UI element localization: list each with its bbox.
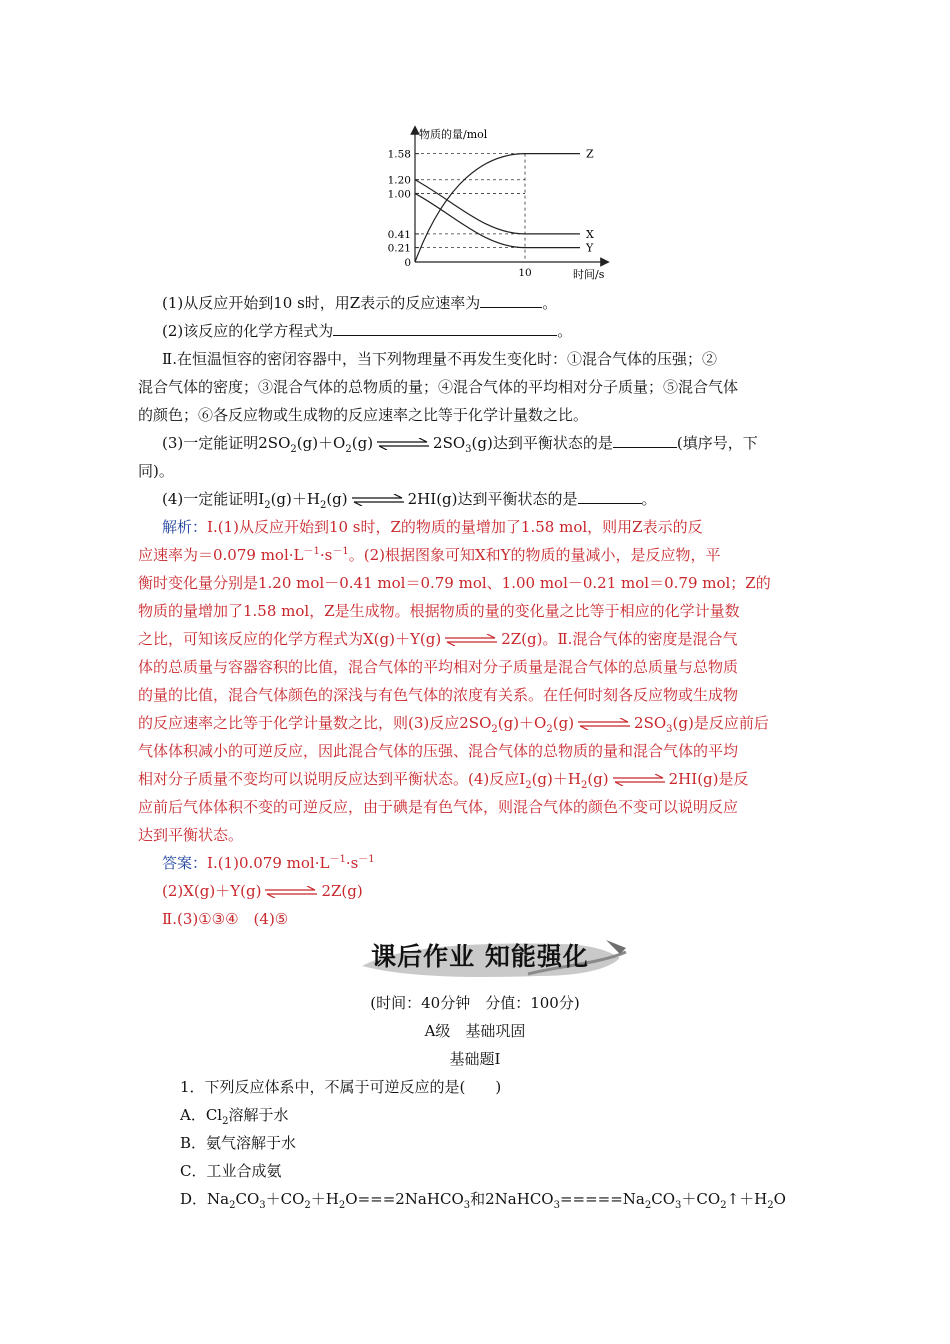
subscript: 2 xyxy=(345,444,352,455)
analysis-line-7: 的量的比值，混合气体颜色的深浅与有色气体的浓度有关系。在任何时刻各反应物或生成物 xyxy=(138,686,739,704)
question-1 xyxy=(162,293,557,313)
subscript: 2 xyxy=(491,724,498,735)
analysis-line-11: 应前后气体体积不变的可逆反应，由于碘是有色气体，则混合气体的颜色不变可以说明反应 xyxy=(138,798,739,816)
option-text: ↑＋H xyxy=(726,1190,768,1208)
analysis-line-10 xyxy=(138,769,749,789)
option-text: CO xyxy=(651,1190,676,1208)
analysis-text: ·s xyxy=(319,546,333,564)
superscript: －1 xyxy=(358,854,375,865)
analysis-label: 解析： xyxy=(162,518,208,536)
y-tick-label: 0 xyxy=(404,257,411,269)
series-label-x: X xyxy=(586,227,594,241)
analysis-line-4: 物质的量增加了1.58 mol，Z是生成物。根据物质的量的变化量之比等于相应的化学计量数 xyxy=(138,602,740,620)
y-axis-label: 物质的量/mol xyxy=(419,128,488,141)
amount-time-chart xyxy=(355,122,615,282)
analysis-text: (g)＋H xyxy=(531,770,581,788)
analysis-line-9: 气体体积减小的可逆反应，因此混合气体的压强、混合气体的总物质的量和混合气体的平均 xyxy=(138,742,739,760)
question-2-end: 。 xyxy=(557,322,573,340)
analysis-text: (g)是反应前后 xyxy=(672,714,769,732)
subscript: 3 xyxy=(259,1200,266,1211)
part2-line-2: 混合气体的密度；③混合气体的总物质的量；④混合气体的平均相对分子质量；⑤混合气体 xyxy=(138,378,739,396)
option-text: CO xyxy=(235,1190,260,1208)
question-4 xyxy=(162,489,657,509)
option-text: A．Cl xyxy=(180,1106,223,1124)
analysis-text: (g) xyxy=(587,770,609,788)
answer-text: (2)X(g)＋Y(g) xyxy=(162,882,262,900)
analysis-text: 2Z(g)。Ⅱ.混合气体的密度是混合气 xyxy=(501,630,738,648)
option-text: D．Na xyxy=(180,1190,230,1208)
answer-blank xyxy=(578,489,642,504)
analysis-line-3: 衡时变化量分别是1.20 mol－0.41 mol＝0.79 mol、1.00 mol－0.21 mol＝0.79 mol；Z的 xyxy=(138,574,771,592)
subscript: 3 xyxy=(666,724,673,735)
y-tick-label: 1.58 xyxy=(387,148,411,161)
subscript: 2 xyxy=(580,780,588,791)
q3-text: (3)一定能证明2SO xyxy=(162,434,291,452)
answer-blank xyxy=(480,293,542,308)
subscript: 2 xyxy=(644,1200,652,1211)
x-tick-label: 10 xyxy=(518,267,532,279)
q4-text: (g)＋H xyxy=(270,490,320,508)
option-text: ＋CO xyxy=(265,1190,305,1208)
equilibrium-arrow-icon xyxy=(611,774,667,786)
series-line-y xyxy=(415,193,580,247)
question-1-text: (1)从反应开始到10 s时，用Z表示的反应速率为 xyxy=(162,294,481,312)
analysis-text: 应速率为＝0.079 mol·L xyxy=(138,546,304,564)
series-line-x xyxy=(415,180,580,234)
equilibrium-arrow-icon xyxy=(263,886,319,898)
analysis-text: 相对分子质量不变均可以说明反应达到平衡状态。(4)反应I xyxy=(138,770,526,788)
equilibrium-arrow-icon xyxy=(443,634,499,646)
analysis-line-12: 达到平衡状态。 xyxy=(138,826,244,844)
option-text: 和2NaHCO xyxy=(470,1190,554,1208)
equilibrium-arrow-icon xyxy=(576,718,632,730)
q3-text: (g)达到平衡状态的是 xyxy=(471,434,613,452)
option-text: =====Na xyxy=(559,1190,645,1208)
option-text: O xyxy=(773,1190,786,1208)
series-label-z: Z xyxy=(586,147,594,161)
option-text: 溶解于水 xyxy=(228,1106,289,1124)
answer-text: ·s xyxy=(345,854,359,872)
q4-text: (g) xyxy=(326,490,348,508)
option-text: ＋CO xyxy=(681,1190,721,1208)
answer-blank xyxy=(333,321,557,336)
option-b: B．氨气溶解于水 xyxy=(180,1134,297,1152)
subscript: 2 xyxy=(264,500,271,511)
subscript: 3 xyxy=(463,1200,471,1211)
y-tick-label: 0.41 xyxy=(387,228,411,241)
analysis-line-1 xyxy=(162,517,703,537)
answer-blank xyxy=(613,433,677,448)
question-3-line-2: 同)。 xyxy=(138,462,174,480)
part2-line-1: Ⅱ.在恒温恒容的密闭容器中，当下列物理量不再发生变化时：①混合气体的压强；② xyxy=(162,350,717,368)
analysis-line-5 xyxy=(138,629,737,649)
y-tick-label: 1.00 xyxy=(387,188,411,201)
answer-label: 答案： xyxy=(162,854,208,872)
group-heading: 基础题Ⅰ xyxy=(449,1050,501,1068)
subscript: 2 xyxy=(304,1200,311,1211)
analysis-text: Ⅰ.(1)从反应开始到10 s时，Z的物质的量增加了1.58 mol，则用Z表示的反 xyxy=(207,518,703,536)
superscript: －1 xyxy=(332,546,349,557)
superscript: －1 xyxy=(329,854,346,865)
superscript: －1 xyxy=(303,546,320,557)
analysis-line-8 xyxy=(138,713,769,733)
answer-line-1 xyxy=(162,853,375,873)
subscript: 2 xyxy=(338,1200,346,1211)
q3-text: (g) xyxy=(351,434,374,452)
analysis-text: 的反应速率之比等于化学计量数之比，则(3)反应2SO xyxy=(138,714,492,732)
answer-line-2 xyxy=(162,881,363,901)
y-tick-label: 0.21 xyxy=(387,242,411,255)
q3-text: (g)＋O xyxy=(296,434,346,452)
subscript: 2 xyxy=(546,724,553,735)
question-1-end: 。 xyxy=(542,294,558,312)
q4-text: 2HI(g)达到平衡状态的是 xyxy=(407,490,578,508)
level-heading: A级 基础巩固 xyxy=(424,1022,526,1040)
section-title: 课后作业 知能强化 xyxy=(371,942,589,971)
answer-text: 2Z(g) xyxy=(321,882,363,900)
option-a xyxy=(180,1105,289,1125)
subscript: 2 xyxy=(525,780,532,791)
subscript: 2 xyxy=(319,500,327,511)
equilibrium-arrow-icon xyxy=(350,494,406,506)
question-2 xyxy=(162,321,572,341)
equilibrium-arrow-icon xyxy=(375,438,431,450)
y-tick-label: 1.20 xyxy=(387,174,411,187)
answer-line-3: Ⅱ.(3)①③④ (4)⑤ xyxy=(162,910,289,928)
subscript: 2 xyxy=(290,444,297,455)
exam-time-info: (时间：40分钟 分值：100分) xyxy=(370,994,580,1012)
subscript: 3 xyxy=(675,1200,682,1211)
series-line-z xyxy=(415,154,580,262)
subscript: 2 xyxy=(767,1200,774,1211)
question-1-stem: 1．下列反应体系中，不属于可逆反应的是( ) xyxy=(180,1078,502,1096)
question-2-text: (2)该反应的化学方程式为 xyxy=(162,322,334,340)
q3-text: 2SO xyxy=(433,434,466,452)
analysis-text: (g)＋O xyxy=(497,714,547,732)
analysis-text: 。(2)根据图象可知X和Y的物质的量减小，是反应物，平 xyxy=(348,546,721,564)
subscript: 3 xyxy=(553,1200,560,1211)
subscript: 2 xyxy=(720,1200,727,1211)
subscript: 3 xyxy=(465,444,472,455)
analysis-line-6: 体的总质量与容器容积的比值，混合气体的平均相对分子质量是混合气体的总质量与总物质 xyxy=(138,658,739,676)
analysis-text: 2HI(g)是反 xyxy=(668,770,749,788)
q3-text: (填序号，下 xyxy=(676,434,758,452)
x-axis-label: 时间/s xyxy=(573,268,605,281)
analysis-line-2 xyxy=(138,545,721,565)
part2-line-3: 的颜色；⑥各反应物或生成物的反应速率之比等于化学计量数之比。 xyxy=(138,406,589,424)
option-c: C．工业合成氨 xyxy=(180,1162,282,1180)
option-text: O===2NaHCO xyxy=(345,1190,464,1208)
series-label-y: Y xyxy=(586,241,594,255)
analysis-text: 2SO xyxy=(634,714,667,732)
option-d xyxy=(180,1189,786,1209)
analysis-text: (g) xyxy=(552,714,575,732)
subscript: 2 xyxy=(222,1116,229,1127)
q4-text: (4)一定能证明I xyxy=(162,490,265,508)
subscript: 2 xyxy=(229,1200,236,1211)
question-3 xyxy=(162,433,758,453)
analysis-text: 之比，可知该反应的化学方程式为X(g)＋Y(g) xyxy=(138,630,442,648)
option-text: ＋H xyxy=(310,1190,339,1208)
q4-end: 。 xyxy=(641,490,657,508)
answer-text: Ⅰ.(1)0.079 mol·L xyxy=(207,854,330,872)
